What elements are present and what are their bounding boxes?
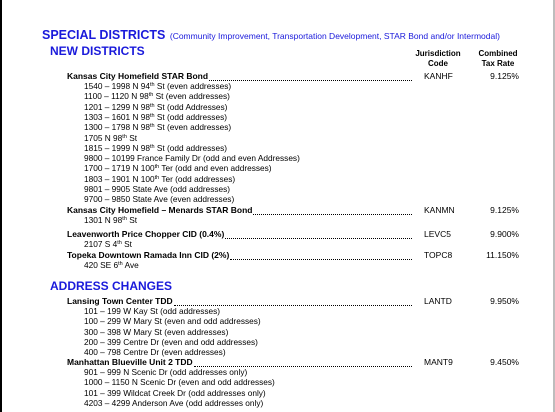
address-range: 400 – 798 Centre Dr (even addresses) xyxy=(84,347,226,358)
rate-header-line2: Tax Rate xyxy=(481,59,515,68)
combined-tax-rate: 9.950% xyxy=(490,296,519,306)
combined-tax-rate: 11.150% xyxy=(486,250,519,260)
dotted-leader xyxy=(209,80,412,81)
address-range: 200 – 399 Centre Dr (even and odd addresses) xyxy=(84,336,258,347)
address-range: 1815 – 1999 N 98th St (odd addresses) xyxy=(84,142,227,153)
title-subtitle: (Community Improvement, Transportation Development, STAR Bond and/or Intermodal) xyxy=(169,31,500,41)
dotted-leader xyxy=(225,238,412,239)
address-range: 1000 – 1150 N Scenic Dr (even and odd addresses) xyxy=(84,377,275,388)
jurisdiction-code: TOPC8 xyxy=(424,250,453,260)
jurisdiction-code: KANHF xyxy=(424,71,453,81)
combined-tax-rate: 9.450% xyxy=(490,357,519,367)
address-range: 101 – 399 Wildcat Creek Dr (odd addresses only) xyxy=(84,387,266,398)
address-range: 9700 – 9850 State Ave (even addresses) xyxy=(84,194,235,205)
jurisdiction-code-header xyxy=(408,49,468,69)
address-range: 101 – 199 W Kay St (odd addresses) xyxy=(84,306,221,316)
address-range: 901 – 999 N Scenic Dr (odd addresses only) xyxy=(84,367,248,377)
address-range: 100 – 299 W Mary St (even and odd addresses) xyxy=(84,316,261,327)
address-range: 1540 – 1998 N 94th St (even addresses) xyxy=(84,81,232,91)
address-range: 1303 – 1601 N 98th St (odd addresses) xyxy=(84,111,227,122)
jurisdiction-header-line1: Jurisdiction xyxy=(415,49,461,58)
district-name: Leavenworth Price Chopper CID (0.4%) xyxy=(67,229,225,239)
jurisdiction-code: KANMN xyxy=(424,205,455,215)
address-range: 420 SE 6th Ave xyxy=(84,260,139,270)
district-name: Kansas City Homefield STAR Bond xyxy=(67,71,209,81)
page-border-left xyxy=(0,0,2,412)
district-name: Topeka Downtown Ramada Inn CID (2%) xyxy=(67,250,230,260)
address-range: 1803 – 1901 N 100th Ter (odd addresses) xyxy=(84,173,236,184)
address-range: 1300 – 1798 N 98th St (even addresses) xyxy=(84,122,232,133)
address-range: 300 – 398 W Mary St (even addresses) xyxy=(84,326,229,337)
jurisdiction-header-line2: Code xyxy=(428,59,448,68)
address-range: 1705 N 98th St xyxy=(84,132,138,143)
address-range: 2107 S 4th St xyxy=(84,239,132,249)
district-name: Kansas City Homefield – Menards STAR Bond xyxy=(67,205,253,215)
dotted-leader xyxy=(253,214,412,215)
district-name: Lansing Town Center TDD xyxy=(67,296,173,306)
district-name: Manhattan Blueville Unit 2 TDD xyxy=(67,357,193,367)
address-range: 9801 – 9905 State Ave (odd addresses) xyxy=(84,184,231,194)
address-range: 9800 – 10199 France Family Dr (odd and even Addresses) xyxy=(84,153,300,164)
combined-tax-rate: 9.900% xyxy=(490,229,519,239)
address-range: 1700 – 1719 N 100th Ter (odd and even addresses) xyxy=(84,163,272,174)
section-new-districts: NEW DISTRICTS xyxy=(50,44,145,58)
combined-tax-rate: 9.125% xyxy=(490,205,519,215)
title-main: SPECIAL DISTRICTS xyxy=(42,28,166,42)
page-title xyxy=(42,26,500,44)
address-range: 1100 – 1120 N 98th St (even addresses) xyxy=(84,91,230,102)
address-range: 4203 – 4299 Anderson Ave (odd addresses only) xyxy=(84,397,264,408)
jurisdiction-code: LEVC5 xyxy=(424,229,451,239)
combined-tax-rate: 9.125% xyxy=(490,71,519,81)
jurisdiction-code: MANT9 xyxy=(424,357,453,367)
address-range: 1201 – 1299 N 98th St (odd Addresses) xyxy=(84,101,228,112)
section-address-changes: ADDRESS CHANGES xyxy=(50,279,173,293)
dotted-leader xyxy=(230,259,412,260)
jurisdiction-code: LANTD xyxy=(424,296,452,306)
tax-rate-header xyxy=(470,49,526,69)
rate-header-line1: Combined xyxy=(478,49,518,58)
address-range: 1301 N 98th St xyxy=(84,215,138,225)
